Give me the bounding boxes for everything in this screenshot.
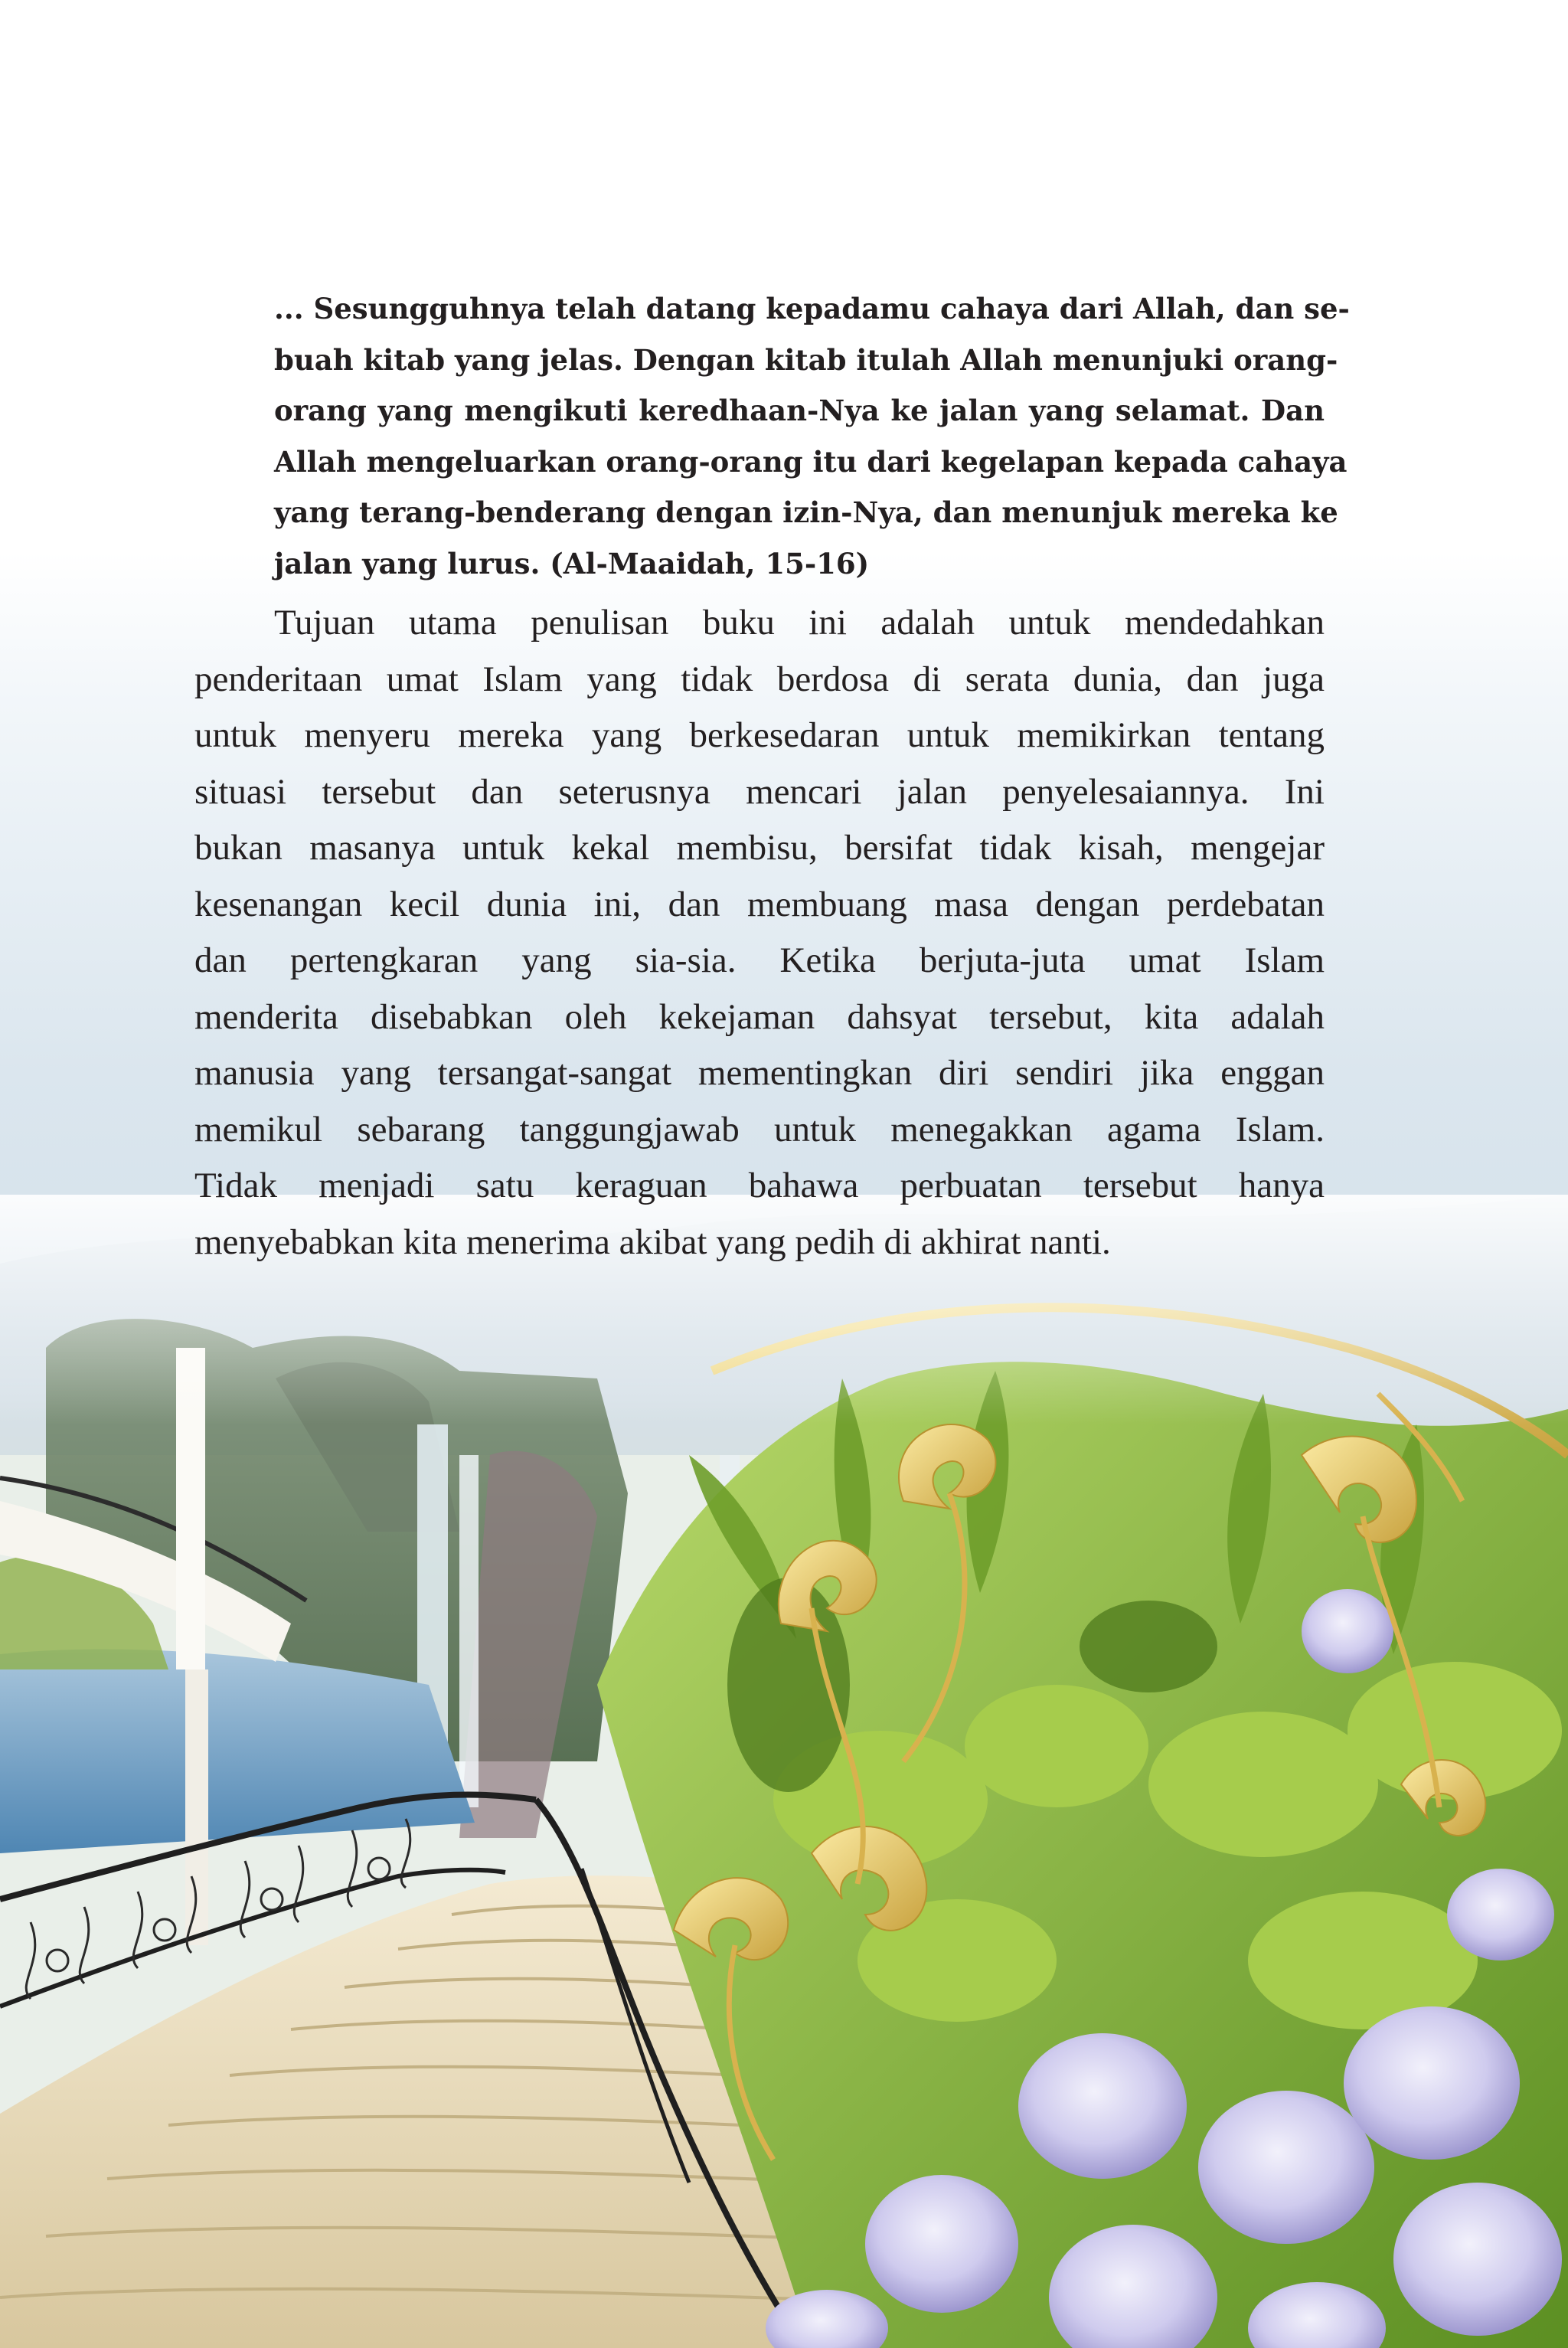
body-paragraph xyxy=(194,595,1325,1270)
paragraph-line: kesenangan kecil dunia ini, dan membuang masa dengan perdebatan xyxy=(194,884,1325,924)
quote-line: ... Sesungguhnya telah datang kepadamu cahaya dari Allah, dan se- xyxy=(274,292,1350,325)
paragraph-line: menyebabkan kita menerima akibat yang pedih di akhirat nanti. xyxy=(194,1221,1111,1262)
quote-line: jalan yang lurus. (Al-Maaidah, 15-16) xyxy=(274,546,870,580)
paragraph-line: situasi tersebut dan seterusnya mencari jalan penyelesaiannya. Ini xyxy=(194,771,1325,812)
paragraph-line: bukan masanya untuk kekal membisu, bersifat tidak kisah, mengejar xyxy=(194,828,1325,868)
paragraph-line: penderitaan umat Islam yang tidak berdosa di serata dunia, dan juga xyxy=(194,659,1325,699)
quote-line: orang yang mengikuti keredhaan-Nya ke jalan yang selamat. Dan xyxy=(274,394,1325,427)
paragraph-line: manusia yang tersangat-sangat mementingkan diri sendiri jika enggan xyxy=(194,1053,1325,1093)
paragraph-line: memikul sebarang tanggungjawab untuk menegakkan agama Islam. xyxy=(194,1109,1325,1149)
paragraph-line: Tidak menjadi satu keraguan bahawa perbuatan tersebut hanya xyxy=(194,1166,1325,1205)
paragraph-line: untuk menyeru mereka yang berkesedaran untuk memikirkan tentang xyxy=(194,715,1325,755)
text-content xyxy=(194,283,1350,1270)
paragraph-line: menderita disebabkan oleh kekejaman dahsyat tersebut, kita adalah xyxy=(194,996,1325,1037)
paragraph-line: Tujuan utama penulisan buku ini adalah untuk mendedahkan xyxy=(274,603,1325,643)
quote-line: buah kitab yang jelas. Dengan kitab itulah Allah menunjuki orang- xyxy=(274,342,1338,377)
quote-line: yang terang-benderang dengan izin-Nya, dan menunjuk mereka ke xyxy=(274,495,1338,529)
quote-line: Allah mengeluarkan orang-orang itu dari kegelapan kepada cahaya xyxy=(274,444,1348,479)
paragraph-line: dan pertengkaran yang sia-sia. Ketika berjuta-juta umat Islam xyxy=(194,940,1325,980)
quran-quote xyxy=(274,283,1350,589)
